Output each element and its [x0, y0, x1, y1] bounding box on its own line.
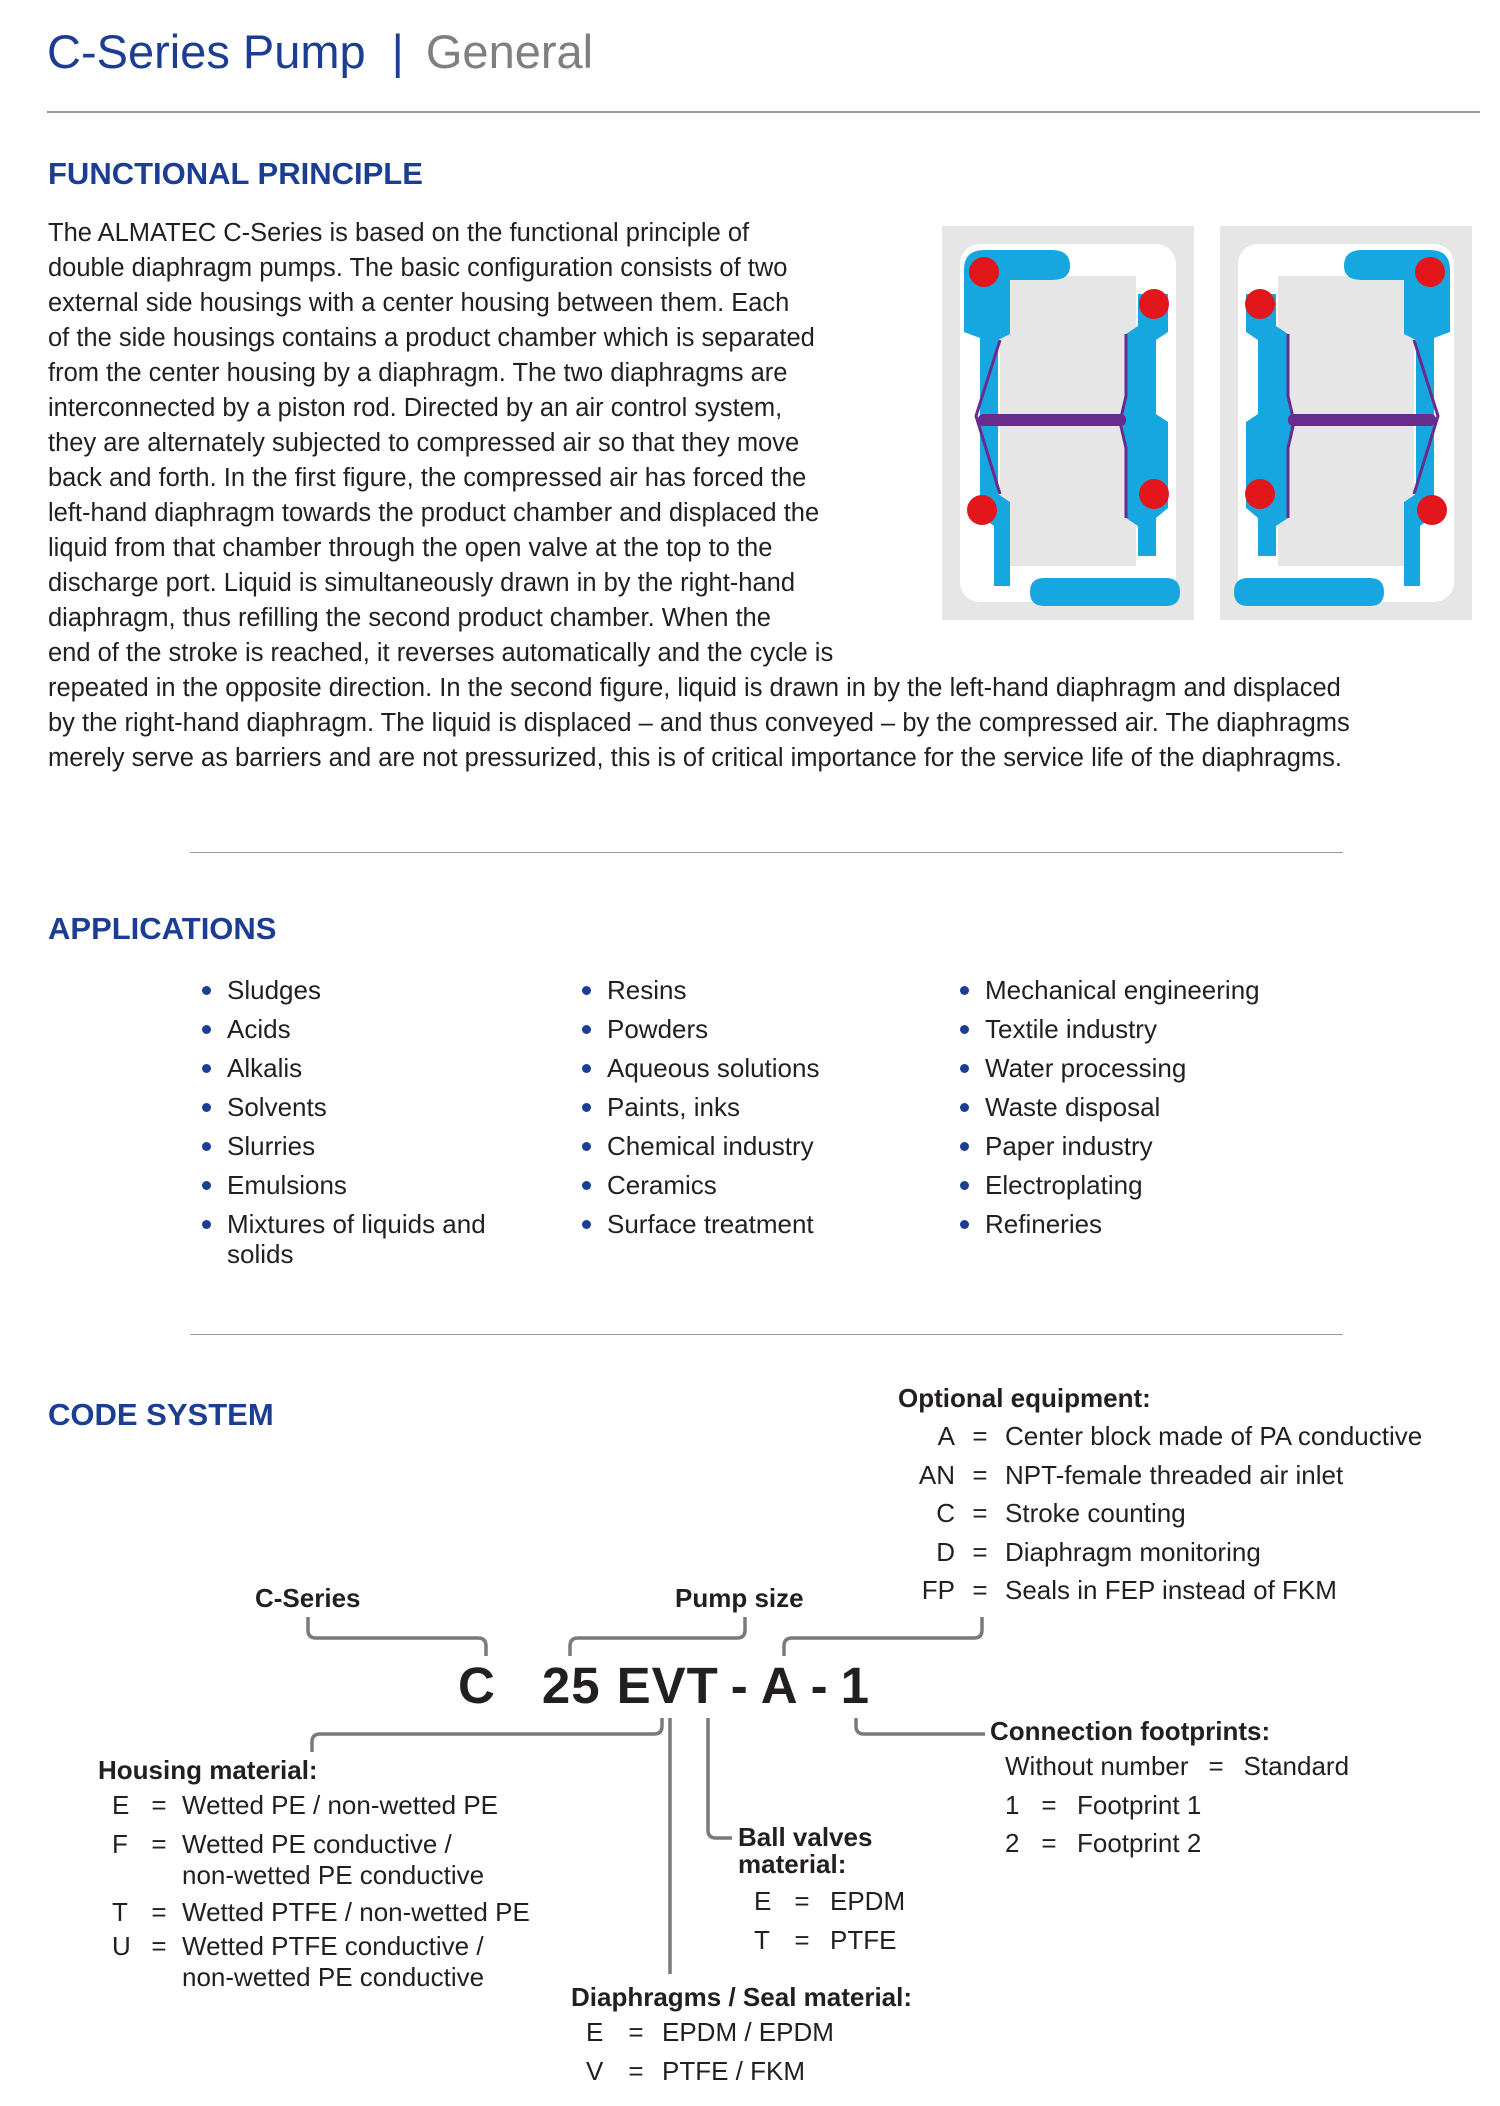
text-line: by the right-hand diaphragm. The liquid is displaced – and thus conveyed – by the compressed air. The diaphragms	[48, 709, 1350, 737]
list-item: Waste disposal	[959, 1092, 1260, 1122]
list-item: Paints, inks	[581, 1092, 819, 1122]
list-item: Without number = Standard	[1005, 1751, 1350, 1781]
list-item: FP = Seals in FEP instead of FKM	[921, 1575, 1337, 1605]
c-series-label: C-Series	[255, 1583, 361, 1613]
text-line: diaphragm, thus refilling the second product chamber. When the	[48, 604, 771, 632]
housing-material-title: Housing material:	[98, 1755, 318, 1785]
title-product: C-Series Pump	[47, 25, 366, 78]
optional-equipment-list	[900, 1417, 1422, 1610]
list-item: F = Wetted PE conductive / non-wetted PE conductive	[112, 1828, 485, 1890]
list-item: Alkalis	[201, 1053, 517, 1083]
text-line: of the side housings contains a product chamber which is separated	[48, 324, 815, 352]
list-item: V = PTFE / FKM	[586, 2055, 805, 2086]
diaphragms-seal-list	[586, 2013, 834, 2090]
list-item: E = EPDM / EPDM	[586, 2017, 834, 2047]
text-line: back and forth. In the first figure, the compressed air has forced the	[48, 464, 807, 492]
list-item: C = Stroke counting	[936, 1498, 1186, 1528]
text-line: The ALMATEC C-Series is based on the functional principle of	[48, 219, 750, 247]
list-item: Aqueous solutions	[581, 1053, 819, 1083]
code-system-heading: CODE SYSTEM	[48, 1397, 274, 1432]
list-item: Refineries	[959, 1209, 1260, 1239]
list-item: Mechanical engineering	[959, 975, 1260, 1005]
optional-equipment-title: Optional equipment:	[898, 1383, 1151, 1413]
list-item: Water processing	[959, 1053, 1260, 1083]
list-item: Powders	[581, 1014, 819, 1044]
list-item: Surface treatment	[581, 1209, 819, 1239]
text-line: interconnected by a piston rod. Directed by an air control system,	[48, 394, 783, 422]
list-item: Electroplating	[959, 1170, 1260, 1200]
pump-size-label: Pump size	[675, 1583, 804, 1613]
list-item: T = Wetted PTFE / non-wetted PE	[112, 1896, 530, 1927]
text-line: they are alternately subjected to compressed air so that they move	[48, 429, 800, 457]
text-line: merely serve as barriers and are not pressurized, this is of critical importance for the service life of the diaphragms.	[48, 744, 1342, 772]
title-separator: |	[391, 25, 404, 78]
connection-footprints-list	[1005, 1747, 1349, 1863]
list-item: Resins	[581, 975, 819, 1005]
list-item: 2 = Footprint 2	[1005, 1828, 1202, 1858]
code-size: 25	[541, 1657, 601, 1714]
applications-heading: APPLICATIONS	[48, 911, 277, 946]
list-item: AN = NPT-female threaded air inlet	[918, 1459, 1344, 1490]
ball-valves-title: Ball valves material:	[738, 1822, 873, 1879]
functional-heading: FUNCTIONAL PRINCIPLE	[48, 156, 423, 191]
list-item: Ceramics	[581, 1170, 819, 1200]
list-item: Solvents	[201, 1092, 517, 1122]
text-line: end of the stroke is reached, it reverses automatically and the cycle is	[48, 639, 834, 667]
list-item: Acids	[201, 1014, 517, 1044]
list-item: E = Wetted PE / non-wetted PE	[112, 1790, 499, 1820]
housing-material-list	[112, 1786, 530, 1993]
list-item: Emulsions	[201, 1170, 517, 1200]
text-line: left-hand diaphragm towards the product chamber and displaced the	[48, 499, 820, 527]
list-item: Mixtures of liquids and solids	[201, 1209, 517, 1269]
code-option: A	[760, 1657, 799, 1714]
code-dash: -	[730, 1657, 749, 1714]
list-item: Slurries	[201, 1131, 517, 1161]
text-line: discharge port. Liquid is simultaneously drawn in by the right-hand	[48, 569, 795, 597]
code-series: C	[458, 1657, 496, 1714]
text-line: liquid from that chamber through the open valve at the top to the	[48, 534, 773, 562]
list-item: 1 = Footprint 1	[1005, 1789, 1202, 1820]
text-line: double diaphragm pumps. The basic configuration consists of two	[48, 254, 788, 282]
list-item: Sludges	[201, 975, 517, 1005]
list-item: Paper industry	[959, 1131, 1260, 1161]
text-line: external side housings with a center housing between them. Each	[48, 289, 790, 317]
list-item: Textile industry	[959, 1014, 1260, 1044]
diaphragms-seal-title: Diaphragms / Seal material:	[571, 1982, 913, 2012]
list-item: E = EPDM	[754, 1886, 906, 1916]
list-item: T = PTFE	[754, 1924, 897, 1955]
list-item: D = Diaphragm monitoring	[936, 1536, 1261, 1567]
list-item: A = Center block made of PA conductive	[937, 1421, 1423, 1451]
text-line: from the center housing by a diaphragm. The two diaphragms are	[48, 359, 788, 387]
ball-valves-list	[754, 1882, 905, 1959]
code-connection: 1	[840, 1657, 870, 1714]
list-item: U = Wetted PTFE conductive / non-wetted PE conductive	[112, 1931, 485, 1992]
title-section: General	[425, 25, 594, 78]
code-materials: EVT	[616, 1657, 719, 1714]
list-item: Chemical industry	[581, 1131, 819, 1161]
code-dash: -	[810, 1657, 829, 1714]
text-line: repeated in the opposite direction. In the second figure, liquid is drawn in by the left-hand diaphragm and displaced	[48, 674, 1341, 702]
code-example	[458, 1656, 870, 1715]
connection-footprints-title: Connection footprints:	[990, 1716, 1271, 1746]
